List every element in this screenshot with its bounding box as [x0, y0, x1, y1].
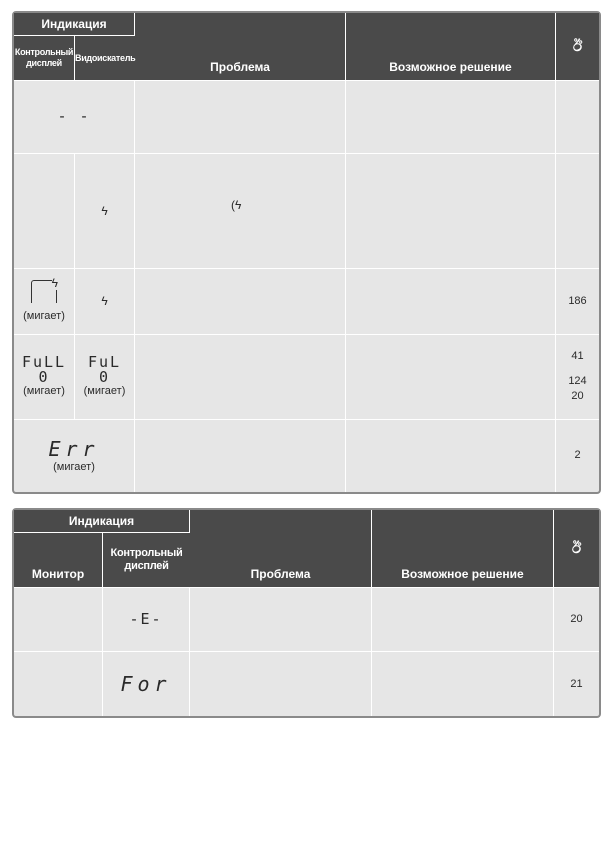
monitor-header: Монитор — [14, 533, 103, 588]
blink-label: (мигает) — [83, 385, 126, 398]
table-row — [14, 420, 599, 493]
problem-header: Проблема — [135, 13, 346, 81]
indication-header: Индикация — [14, 510, 190, 533]
table-row — [14, 652, 599, 716]
page-reference-icon: ඊ — [556, 13, 599, 81]
flash-ready-icon — [31, 275, 58, 303]
troubleshooting-table-1 — [12, 11, 601, 494]
lcd-e-error: -E- — [129, 609, 163, 628]
blink-label: (мигает) — [23, 385, 65, 398]
page-reference-icon: ඊ — [554, 510, 599, 588]
flash-icon: ϟ — [101, 294, 108, 309]
solution-header: Возможное решение — [346, 13, 556, 81]
flash-icon: ϟ — [101, 203, 108, 218]
table-row — [14, 154, 599, 269]
page-number: 2 — [574, 449, 581, 462]
control-display-header: Контрольный дисплей — [103, 533, 190, 588]
page-number — [556, 81, 599, 153]
lcd-for: For — [120, 672, 172, 696]
page-number — [556, 154, 599, 269]
table-row — [14, 335, 599, 420]
page-number: 21 — [570, 677, 583, 690]
lcd-zero: 0 — [98, 368, 111, 387]
page-number: 124 — [568, 375, 587, 388]
lcd-err: Err — [48, 437, 100, 462]
flash-icon-inline: (ϟ — [231, 197, 242, 212]
blink-label: (мигает) — [23, 309, 65, 322]
page-number: 20 — [554, 588, 599, 652]
page-number: 41 — [571, 350, 584, 363]
lcd-ful: FuL — [87, 353, 122, 372]
control-display-header: Контрольный дисплей — [14, 36, 75, 81]
viewfinder-header: Видоискатель — [75, 36, 135, 81]
page-number: 20 — [571, 390, 584, 403]
lcd-zero: 0 — [38, 368, 50, 387]
page-number: 186 — [556, 269, 599, 335]
lcd-dashes: - - — [57, 107, 91, 126]
troubleshooting-table-2 — [12, 508, 601, 718]
flash-icon: ϟ — [51, 275, 58, 290]
table-row — [14, 269, 599, 335]
solution-header: Возможное решение — [372, 510, 554, 588]
indication-header: Индикация — [14, 13, 135, 36]
problem-header: Проблема — [190, 510, 372, 588]
table-row — [14, 588, 599, 652]
table-row — [14, 81, 599, 153]
lcd-full: FuLL — [21, 353, 67, 372]
blink-label: (мигает) — [53, 461, 95, 474]
